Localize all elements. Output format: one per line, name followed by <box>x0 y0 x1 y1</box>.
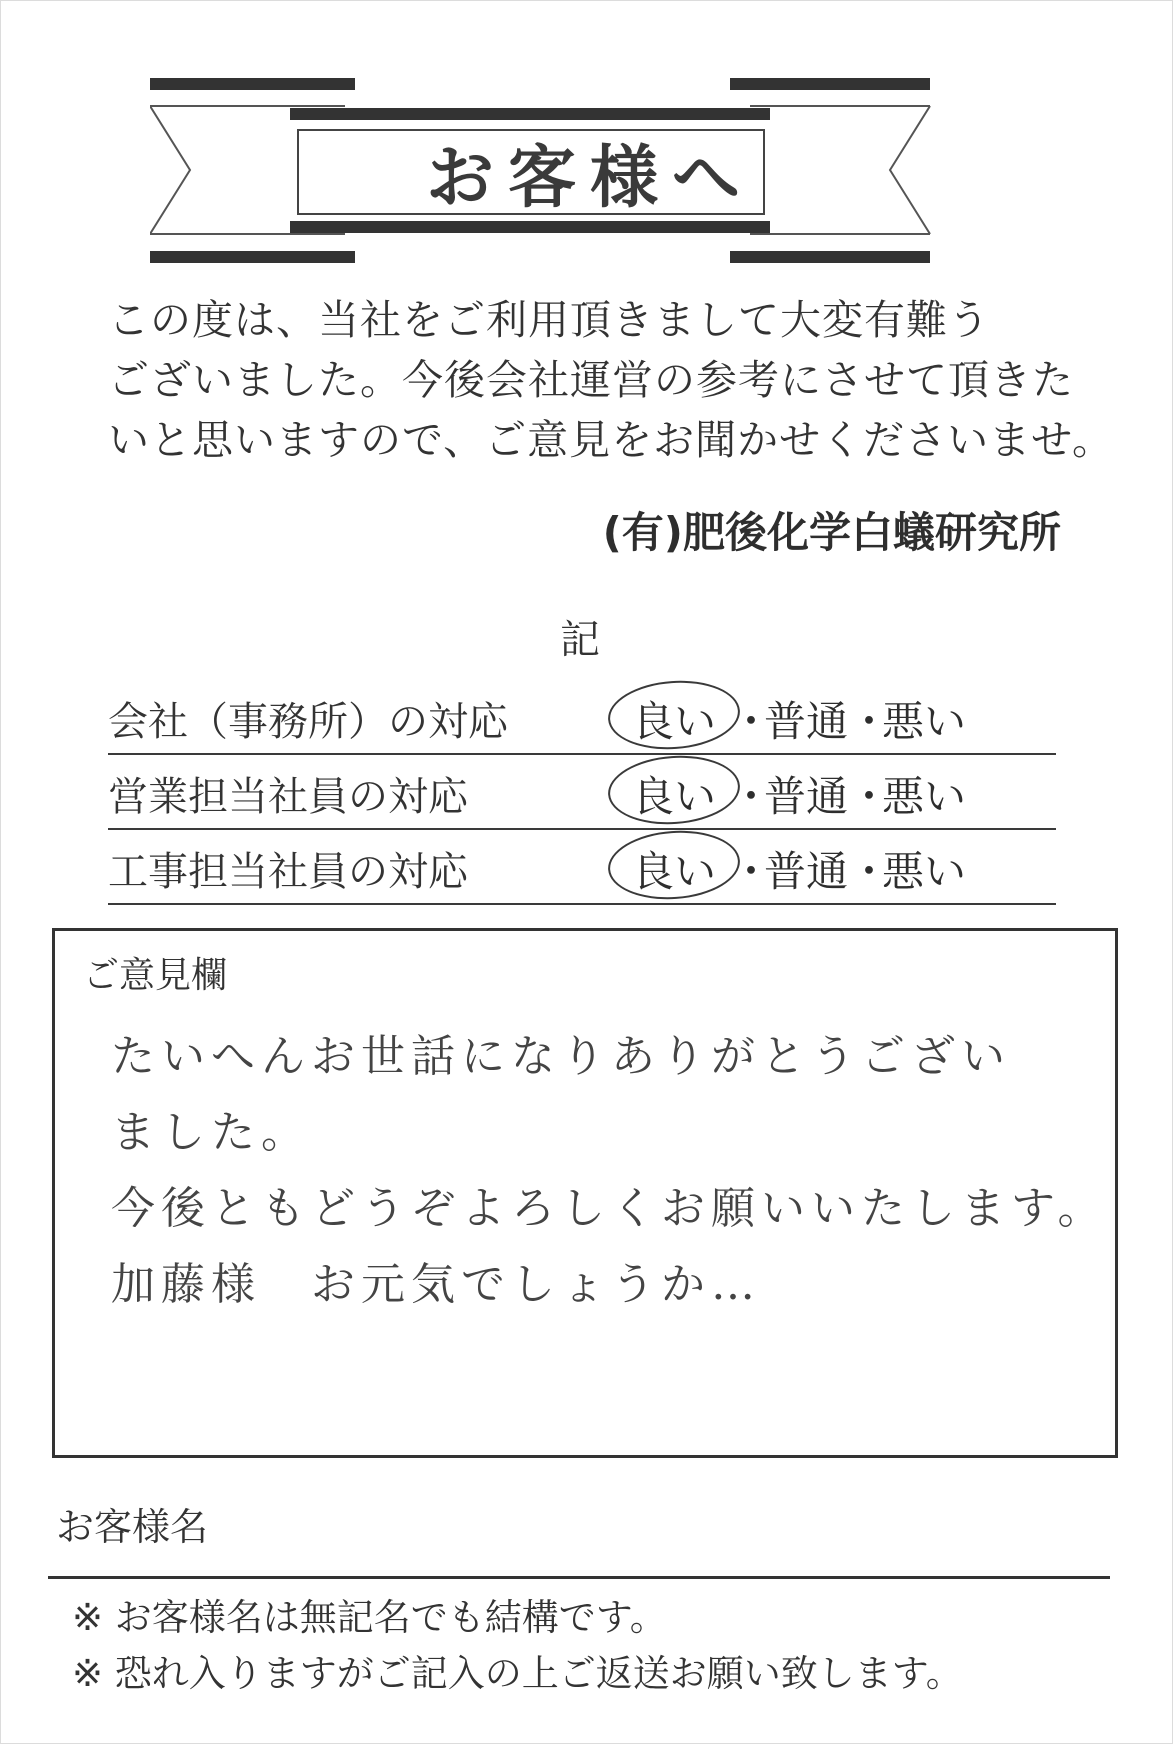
option-good-label: 良い <box>631 847 716 896</box>
separator-dot: ・ <box>848 697 891 746</box>
rating-row-office <box>108 680 1056 755</box>
comment-line: 今後ともどうぞよろしくお願いいたします。 <box>111 1183 1108 1234</box>
intro-paragraph <box>108 290 1114 470</box>
option-normal[interactable]: 普通 <box>764 847 849 896</box>
option-bad[interactable]: 悪い <box>882 772 967 821</box>
separator-dot: ・ <box>730 697 773 746</box>
option-normal[interactable]: 普通 <box>764 772 849 821</box>
intro-line: いと思いますので、ご意見をお聞かせくださいませ。 <box>108 416 1114 464</box>
option-bad[interactable]: 悪い <box>882 847 967 896</box>
separator-dot: ・ <box>848 772 891 821</box>
selected-circle-mark <box>606 676 742 753</box>
option-good[interactable] <box>618 839 730 899</box>
comment-line: 加藤様 お元気でしょうか… <box>111 1259 761 1310</box>
rating-row-construction <box>108 830 1056 905</box>
comment-text[interactable] <box>111 1019 1111 1323</box>
comment-line: たいへんお世話になりありがとうござい <box>111 1031 1011 1082</box>
option-normal[interactable]: 普通 <box>764 697 849 746</box>
option-good-label: 良い <box>631 697 716 746</box>
option-good[interactable] <box>618 689 730 749</box>
ki-heading: 記 <box>560 617 600 663</box>
option-good[interactable] <box>618 764 730 824</box>
selected-circle-mark <box>606 826 742 903</box>
comment-box[interactable] <box>52 928 1118 1458</box>
rating-label: 営業担当社員の対応 <box>108 774 468 820</box>
footnote: ※ お客様名は無記名でも結構です。 <box>72 1596 667 1639</box>
page-title: お客様へ <box>425 138 754 218</box>
rating-options <box>618 689 1056 749</box>
comment-heading: ご意見欄 <box>83 955 228 996</box>
intro-line: この度は、当社をご利用頂きまして大変有難う <box>108 296 990 344</box>
rating-options <box>618 839 1056 899</box>
separator-dot: ・ <box>730 772 773 821</box>
customer-name-label: お客様名 <box>56 1505 209 1549</box>
option-bad[interactable]: 悪い <box>882 697 967 746</box>
footnotes <box>72 1590 963 1702</box>
separator-dot: ・ <box>848 847 891 896</box>
footnote: ※ 恐れ入りますがご記入の上ご返送お願い致します。 <box>72 1652 963 1695</box>
company-name: (有)肥後化学白蟻研究所 <box>602 508 1061 557</box>
ribbon-banner <box>150 78 1030 263</box>
rating-options <box>618 764 1056 824</box>
rating-label: 工事担当社員の対応 <box>108 849 468 895</box>
rating-label: 会社（事務所）の対応 <box>108 699 508 745</box>
rating-table <box>108 680 1056 905</box>
rating-row-sales <box>108 755 1056 830</box>
customer-name-field[interactable] <box>48 1576 1110 1579</box>
intro-line: ございました。今後会社運営の参考にさせて頂きた <box>108 356 1074 404</box>
option-good-label: 良い <box>631 772 716 821</box>
separator-dot: ・ <box>730 847 773 896</box>
selected-circle-mark <box>606 751 742 828</box>
comment-line: ました。 <box>111 1107 311 1158</box>
